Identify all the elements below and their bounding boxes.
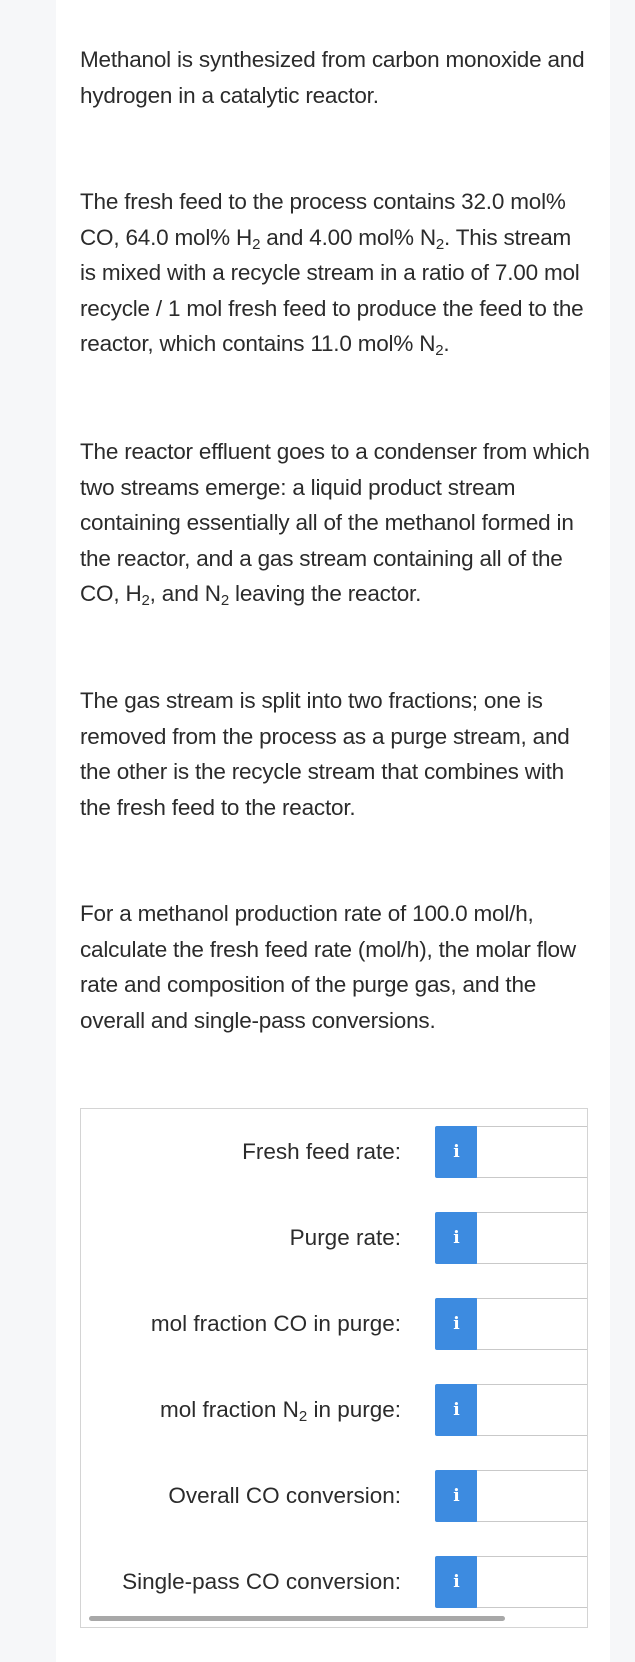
purge-rate-row	[81, 1211, 587, 1265]
n2-fraction-input[interactable]	[477, 1384, 588, 1436]
info-icon: i	[453, 1313, 460, 1334]
answer-panel	[80, 1108, 588, 1628]
n2-fraction-row	[81, 1383, 587, 1437]
single-pass-conversion-row	[81, 1555, 587, 1609]
overall-conversion-row	[81, 1469, 587, 1523]
info-icon: i	[453, 1571, 460, 1592]
overall-conversion-label: Overall CO conversion:	[168, 1483, 401, 1508]
horizontal-scrollbar[interactable]	[89, 1616, 505, 1621]
single-pass-conversion-label: Single-pass CO conversion:	[122, 1569, 401, 1594]
problem-question: For a methanol production rate of 100.0 mol/h, calculate the fresh feed rate (mol/h), the molar flow rate and composition of the purge gas, and the overall and single-pass conversions.	[80, 901, 576, 1033]
fresh-feed-label: Fresh feed rate:	[242, 1139, 401, 1164]
single-pass-conversion-input[interactable]	[477, 1556, 588, 1608]
co-fraction-info-button[interactable]	[435, 1298, 478, 1350]
fresh-feed-row	[81, 1125, 587, 1179]
overall-conversion-info-button[interactable]	[435, 1470, 478, 1522]
info-icon: i	[453, 1485, 460, 1506]
problem-feed-description: The fresh feed to the process contains 32.0 mol% CO, 64.0 mol% $H_2$ and 4.00 mol% $N_2$. This stream is mixed with a recycle stream in a ratio of 7.00 mol recycle / 1 mol fresh feed to produce the feed to the reactor, which contains 11.0 mol% $N_2$.	[80, 189, 584, 359]
fresh-feed-info-button[interactable]	[435, 1126, 478, 1178]
problem-intro: Methanol is synthesized from carbon monoxide and hydrogen in a catalytic reactor.	[80, 47, 585, 108]
n2-fraction-info-button[interactable]	[435, 1384, 478, 1436]
info-icon: i	[453, 1227, 460, 1248]
co-fraction-row	[81, 1297, 587, 1351]
purge-rate-input[interactable]	[477, 1212, 588, 1264]
problem-purge-description: The gas stream is split into two fractions; one is removed from the process as a purge stream, and the other is the recycle stream that combines with the fresh feed to the reactor.	[80, 688, 570, 820]
purge-rate-label: Purge rate:	[289, 1225, 401, 1250]
purge-rate-info-button[interactable]	[435, 1212, 478, 1264]
info-icon: i	[453, 1141, 460, 1162]
n2-fraction-label: mol fraction $N_2$ in purge:	[160, 1397, 401, 1425]
overall-conversion-input[interactable]	[477, 1470, 588, 1522]
single-pass-conversion-info-button[interactable]	[435, 1556, 478, 1608]
problem-condenser-description: The reactor effluent goes to a condenser from which two streams emerge: a liquid product stream containing essentially all of the methanol formed in the reactor, and a gas stream containing all of the CO, $H_2$, and $N_2$ leaving the reactor.	[80, 439, 590, 609]
fresh-feed-input[interactable]	[477, 1126, 588, 1178]
co-fraction-label: mol fraction CO in purge:	[150, 1311, 401, 1336]
info-icon: i	[453, 1399, 460, 1420]
co-fraction-input[interactable]	[477, 1298, 588, 1350]
